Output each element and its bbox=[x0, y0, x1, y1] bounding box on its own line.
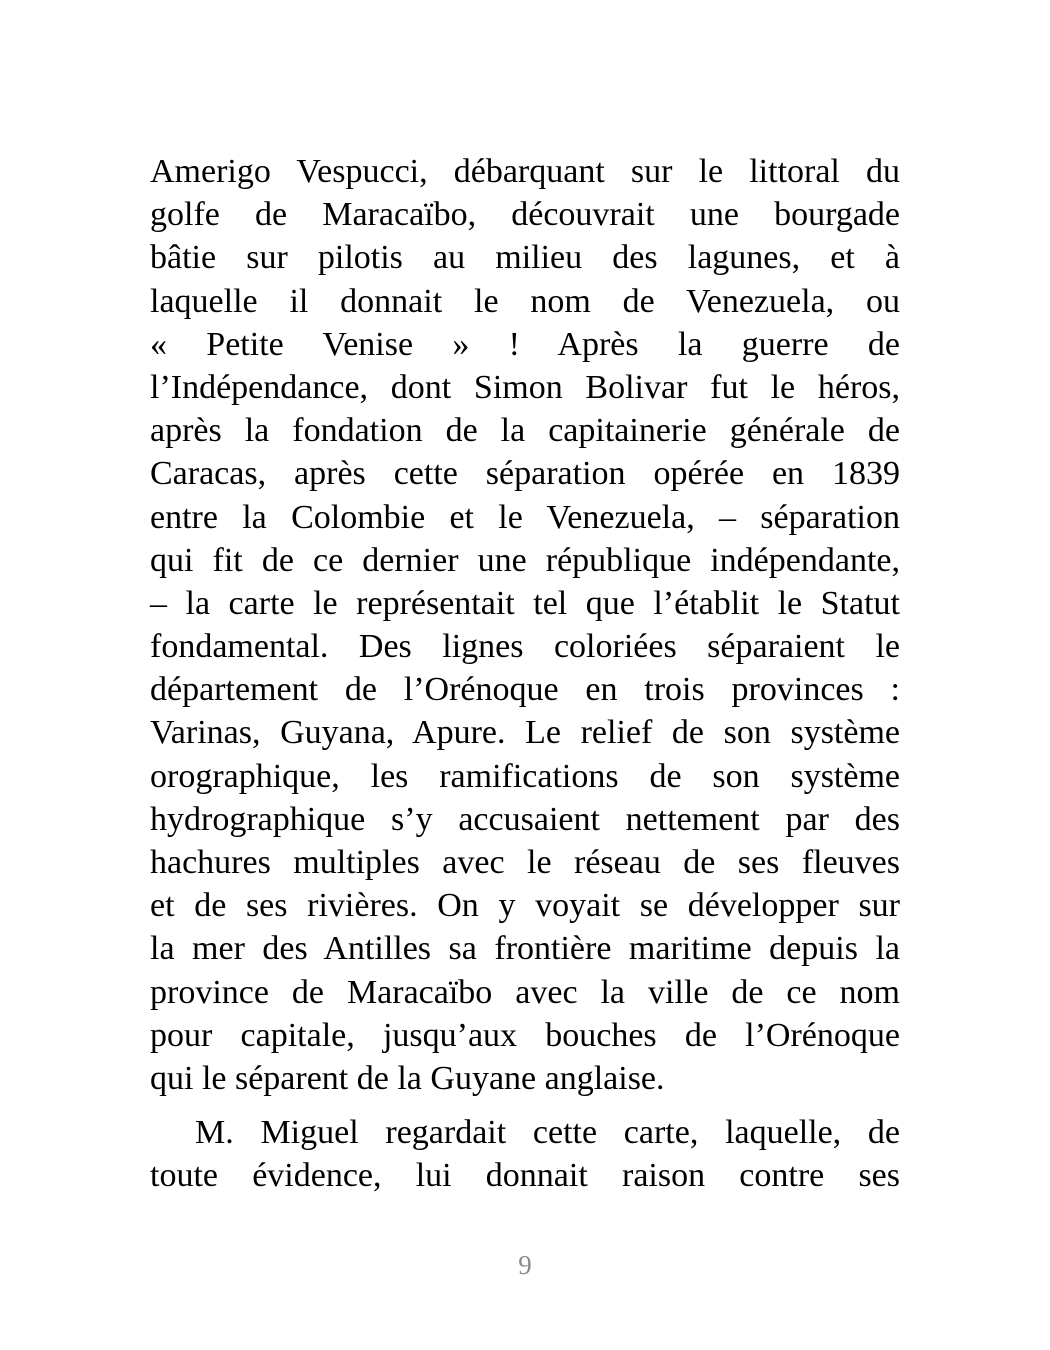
text-line: hydrographique s’y accusaient nettement par des bbox=[150, 800, 900, 838]
text-line: qui fit de ce dernier une république indépendante, bbox=[150, 541, 900, 579]
text-line: « Petite Venise » ! Après la guerre de bbox=[150, 325, 900, 363]
text-line: laquelle il donnait le nom de Venezuela, ou bbox=[150, 282, 900, 320]
text-line: département de l’Orénoque en trois provinces : bbox=[150, 671, 900, 709]
text-line: pour capitale, jusqu’aux bouches de l’Orénoque bbox=[150, 1016, 900, 1054]
text-line: Amerigo Vespucci, débarquant sur le littoral du bbox=[150, 153, 900, 190]
text-line: golfe de Maracaïbo, découvrait une bourgade bbox=[150, 196, 900, 234]
text-line: fondamental. Des lignes coloriées séparaient le bbox=[150, 628, 900, 666]
text-line: orographique, les ramifications de son système bbox=[150, 757, 900, 795]
page-number: 9 bbox=[518, 1250, 532, 1280]
paragraph-2 bbox=[150, 1111, 900, 1197]
text-line: l’Indépendance, dont Simon Bolivar fut le héros, bbox=[150, 368, 900, 406]
text-line: Varinas, Guyana, Apure. Le relief de son système bbox=[150, 714, 900, 752]
text-line: la mer des Antilles sa frontière maritime depuis la bbox=[150, 930, 900, 968]
text-line: bâtie sur pilotis au milieu des lagunes, et à bbox=[150, 239, 900, 277]
body-text bbox=[150, 150, 900, 1198]
text-line: qui le séparent de la Guyane anglaise. bbox=[150, 1059, 665, 1097]
text-line: – la carte le représentait tel que l’établit le Statut bbox=[150, 584, 900, 622]
text-line: toute évidence, lui donnait raison contre ses bbox=[150, 1157, 900, 1195]
text-line: M. Miguel regardait cette carte, laquelle, de bbox=[195, 1114, 900, 1152]
text-line: et de ses rivières. On y voyait se développer sur bbox=[150, 887, 900, 925]
text-line: Caracas, après cette séparation opérée en 1839 bbox=[150, 455, 900, 493]
text-line: entre la Colombie et le Venezuela, – séparation bbox=[150, 498, 900, 536]
text-line: hachures multiples avec le réseau de ses fleuves bbox=[150, 844, 900, 881]
paragraph-1 bbox=[150, 150, 900, 1100]
text-line: province de Maracaïbo avec la ville de ce nom bbox=[150, 973, 900, 1011]
text-line: après la fondation de la capitainerie générale de bbox=[150, 412, 900, 450]
